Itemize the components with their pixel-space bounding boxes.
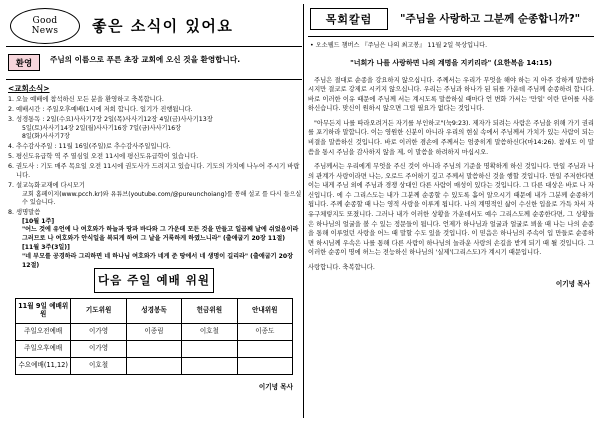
notice-number: 3. (8, 115, 15, 123)
cell-offering (182, 340, 237, 357)
right-header (308, 6, 594, 37)
paragraph: "아무든지 나를 따라오려거든 자기를 부인하고"(눅9:23). 제자가 되려는 사람은 주님을 위해 가기 권리를 포기하라 말합니다. 이는 영원한 신분이 아니라 우리의 현실 속에서 주님께서 가치가 있는 사람이 되는 비결을 말씀하신 것입니다. 바로 이러한 겸손에 주께서는 엄중히게 말씀하신다(마14:26). 참새도 이 말씀을 통시 주님을 감사하지 않을 제, 이 말씀을 하려하지 마십시오. (308, 119, 595, 156)
logo-line-2: News (31, 26, 59, 36)
notice-number: 6. (8, 162, 15, 170)
list-item (8, 96, 302, 105)
notice-number: 4. (8, 142, 15, 150)
right-column (308, 6, 594, 418)
right-signature: 이기녕 목사 (555, 280, 590, 289)
notice-number: 7. (8, 181, 15, 189)
good-news-logo (10, 8, 80, 44)
notice-number: 5. (8, 152, 15, 160)
service-name: 수요예배(11,12) (16, 357, 71, 374)
list-item (8, 153, 302, 162)
service-name: 주일오후예배 (16, 340, 71, 357)
paragraph: 주님은 절대로 순종을 강요하지 않으십니다. 주께서는 우리가 무엇을 해야 하는 지 아주 강하게 말씀하시지만 결코로 강제로 시키지 않으십니다. 우리는 주님과 하나가 된 뒤를 가운데 주님께 순종하려 합니다. 바로 이러한 이유 때문에 주님께 서는 계시도록 말씀하실 때마다 언 변화 가서는 '만일' 이란 단어를 사용하신습니다. 맞신이 원하시 않으면 그럴 필요가 없다는 것입니다. (308, 76, 594, 113)
column-header: 헌금위원 (182, 299, 237, 324)
key-verse: "너희가 나를 사랑하면 나의 계명을 지키리라" (요한복음 14:15) (350, 58, 552, 67)
list-item (8, 106, 302, 115)
notices-list (6, 96, 302, 271)
column-header: 11월 9일 예배위원 (16, 299, 71, 324)
left-signature: 이기녕 목사 (258, 382, 293, 391)
duty-table-title: 다음 주일 예배 위원 (94, 268, 214, 293)
list-item (8, 143, 302, 152)
verse-ref-1: [10월 1주] (22, 217, 55, 225)
duty-table-block (6, 268, 302, 391)
notice-subline: 8일(화)사사기7장 (22, 133, 70, 141)
notice-number: 8. (8, 208, 15, 216)
verse-ref-2: [11월 3주(3일)] (22, 244, 70, 252)
cell-prayer: 이가영 (71, 340, 126, 357)
cell-prayer: 이호철 (71, 357, 126, 374)
cell-scripture (126, 357, 181, 374)
welcome-divider (6, 79, 302, 80)
column-header: 기도위원 (71, 299, 126, 324)
table-row (16, 357, 293, 374)
column-divider (303, 4, 304, 418)
sermon-source: • 오소웰드 챔버스 『주님은 나의 최고봉』 11월 2일 묵상입니다. (310, 42, 488, 49)
welcome-row (6, 52, 302, 78)
list-item (8, 163, 302, 181)
cell-offering: 이호철 (182, 323, 237, 340)
verse-quote-1: "어느 것에 유언에 나 여호와가 하늘과 땅과 바다와 그 가운데 모든 것을 만들고 일곱째 날에 쉬었음이라 그러므로 나 여호와가 안식일을 복되게 하여 그 날을 거룩하게 하였느니라" (출애굽기 20장 11절) (22, 226, 299, 243)
notice-text: 설교녹화교재에 다시모기 (16, 181, 85, 189)
welcome-badge: 환영 (8, 54, 40, 71)
closing-line: 사랑합니다. 축복합니다. (308, 263, 375, 271)
article-body (308, 76, 594, 273)
notice-text: 평신도유급학 역 주 열심일 오전 11시에 평신도유급학이 있습니다. (16, 152, 199, 160)
service-name: 주일오전예배 (16, 323, 71, 340)
welcome-text: 주님의 이름으로 푸른 초장 교회에 오신 것을 환영합니다. (50, 55, 241, 64)
notice-text: 생명말씀 (16, 208, 41, 216)
notice-subline[interactable]: 교회 홈페이지(www.pcch.kr)와 유튜브(youtube.com/@pureunchoiang)를 통해 설교 를 다시 들으실 수 있습니다. (22, 190, 302, 207)
notice-subline: 5일(토)사사기14장 2일(월)사사기16장 7일(금)사사기16장 (22, 124, 181, 132)
notice-number: 2. (8, 105, 15, 113)
left-header (6, 6, 302, 47)
cell-scripture: 이종림 (126, 323, 181, 340)
list-item (8, 182, 302, 208)
cell-usher (237, 357, 292, 374)
notice-number: 1. (8, 96, 15, 103)
column-header: 안내위원 (237, 299, 292, 324)
sermon-title: "주님을 사랑하고 그분께 순종합니까?" (400, 13, 581, 25)
paragraph: 주님께서는 우리에게 무엇을 주신 것이 아니라 주님의 기준을 명확하게 하신 것입니다. 만일 주님과 나의 관계가 사랑이라면 나는, 오로드 주어하기 깊고 주께서 말씀하신 것을 행할 것입니다. 만일 주저한다면 이는 내게 주님 외에 주님과 경쟁 상대인 다른 사람이 매성이 있다는 것입니다. 그 다른 대상은 바로 나 자신입니다. 에 수 그리스도는 내가 그분께 순종할 수 있도록 흩어 알으시기 때문에 내가 그분께 순종하기 됩니다. 주께 순종할 때 나는 영적 사랑을 이루게 됩니다. 나의 계명적인 삶이 수신한 입을로 가득 차서 자유구체렇지도 또졌니다. 그러나 내가 이러한 상황을 가운데서도 예수 그리스도께 순종한다면, 그 상황들은 하나님의 얼굴을 볼 수 있는 정문들이 됩니다. 언제가 하나님과 얼굴과 얼굴로 뵈올 때 나는 나의 순종을 통해 이루었던 사랑을 어느 때 말할 수도 있을 것입니다. 이 믿음은 하나님의 주속이 입 만들로 순종하면 하시님께 우속은 나를 통해 다른 사람이 하나님의 놀라운 사랑의 손길을 받게 되기 때 될 것입니다. 그 이러한 순종이 명에 허느는 전능하신 하나님의 '실제'(그리스도)가 계시기 때문입니다. (308, 163, 594, 257)
list-item (8, 116, 302, 142)
cell-usher (237, 340, 292, 357)
table-row (16, 323, 293, 340)
duty-table (15, 298, 293, 375)
cell-prayer: 이가영 (71, 323, 126, 340)
notice-text: 권도사 : 기도 매주 목요일 오전 11시에 권도사가 드려지고 있습니다. 기도의 가치에 나누어 주시기 바랍니다. (16, 162, 300, 179)
column-label: 목회칼럼 (310, 8, 388, 30)
notices-heading: <교회소식> (8, 84, 50, 93)
table-header-row (16, 299, 293, 324)
page-title: 좋은 소식이 있어요 (92, 17, 234, 35)
table-row (16, 340, 293, 357)
notice-text: 오늘 예배에 참석하신 모든 분을 환영하고 축복합니다. (16, 96, 164, 103)
left-column (6, 6, 302, 418)
column-header: 성경봉독 (126, 299, 181, 324)
list-item (8, 209, 302, 271)
logo-line-1: Good (32, 15, 58, 26)
cell-scripture (126, 340, 181, 357)
notice-text: 추수감사주일 : 11월 16일(주일)로 추수감사주일입니다. (16, 142, 171, 150)
verse-quote-2: "네 부모를 공경하라 그리하면 네 하나님 여호와가 네게 준 땅에서 네 생명이 길리라" (출애굽기 20장 12절) (22, 252, 294, 269)
cell-usher: 이종도 (237, 323, 292, 340)
notice-text: 성경통독 : 2일(수요)사사기7장 2일(목)사사기12장 4일(금)사사기13장 (16, 115, 213, 123)
notice-text: 예배시간 : 주일오후예배(1시에 저희 합니다. 일기가 진행됩니다. (16, 105, 193, 113)
cell-offering (182, 357, 237, 374)
